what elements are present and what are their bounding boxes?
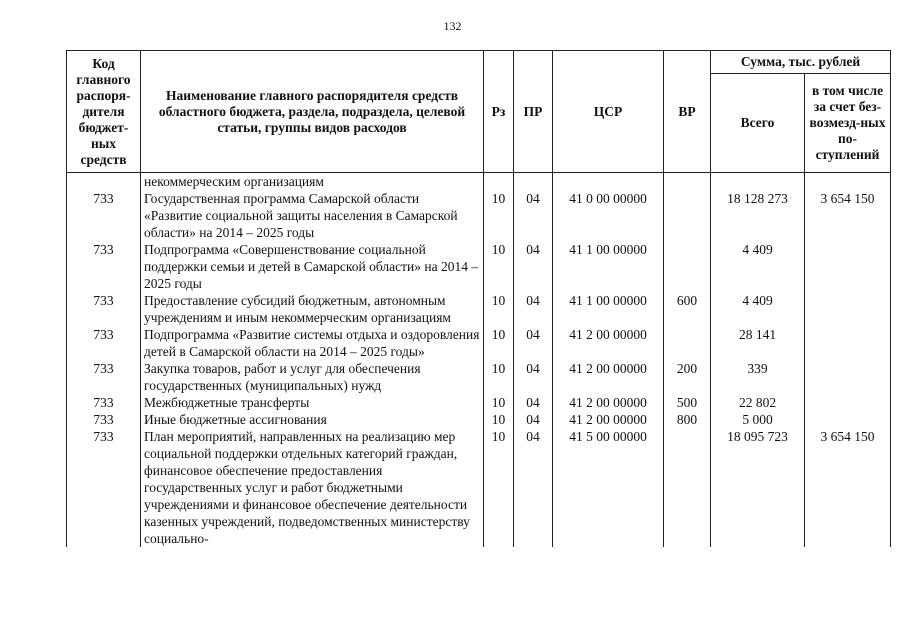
header-rz: Рз <box>484 51 514 173</box>
cell-total <box>711 173 805 191</box>
cell-vr <box>664 241 711 292</box>
cell-pr: 04 <box>514 190 553 241</box>
cell-code: 733 <box>67 394 141 411</box>
table-row <box>67 360 891 394</box>
cell-code: 733 <box>67 292 141 326</box>
cell-rz <box>484 173 514 191</box>
cell-csr: 41 5 00 00000 <box>553 428 664 547</box>
cell-vr: 500 <box>664 394 711 411</box>
table-row <box>67 428 891 547</box>
cell-pr: 04 <box>514 292 553 326</box>
table-row <box>67 326 891 360</box>
cell-name: Иные бюджетные ассигнования <box>141 411 484 428</box>
cell-pr: 04 <box>514 326 553 360</box>
cell-vr <box>664 190 711 241</box>
table-row <box>67 173 891 191</box>
cell-total: 18 095 723 <box>711 428 805 547</box>
cell-name: Подпрограмма «Совершенствование социальной поддержки семьи и детей в Самарской области» на 2014 – 2025 годы <box>141 241 484 292</box>
cell-grants <box>805 394 891 411</box>
cell-name: Закупка товаров, работ и услуг для обеспечения государственных (муниципальных) нужд <box>141 360 484 394</box>
table-row <box>67 292 891 326</box>
cell-grants: 3 654 150 <box>805 190 891 241</box>
table-row <box>67 241 891 292</box>
header-name: Наименование главного распорядителя средств областного бюджета, раздела, подраздела, целевой статьи, группы видов расходов <box>141 51 484 173</box>
cell-name: План мероприятий, направленных на реализацию мер социальной поддержки отдельных категорий граждан, финансовое обеспечение предоставления государственных услуг и работ бюджетными учреждениями и финансовое обеспечение деятельности казенных учреждений, подведомственных министерству социально- <box>141 428 484 547</box>
cell-total: 4 409 <box>711 292 805 326</box>
cell-csr: 41 1 00 00000 <box>553 241 664 292</box>
cell-total: 339 <box>711 360 805 394</box>
table-row <box>67 190 891 241</box>
cell-rz: 10 <box>484 241 514 292</box>
header-grants: в том числе за счет без-возмезд-ных по-ступлений <box>805 74 891 173</box>
header-pr: ПР <box>514 51 553 173</box>
cell-name: Межбюджетные трансферты <box>141 394 484 411</box>
header-total: Всего <box>711 74 805 173</box>
header-vr: ВР <box>664 51 711 173</box>
cell-grants: 3 654 150 <box>805 428 891 547</box>
cell-code <box>67 173 141 191</box>
table-body <box>67 173 891 548</box>
cell-pr: 04 <box>514 411 553 428</box>
cell-grants <box>805 292 891 326</box>
cell-grants <box>805 241 891 292</box>
cell-csr: 41 2 00 00000 <box>553 326 664 360</box>
cell-name: Государственная программа Самарской области «Развитие социальной защиты населения в Самарской области» на 2014 – 2025 годы <box>141 190 484 241</box>
cell-total: 4 409 <box>711 241 805 292</box>
cell-pr: 04 <box>514 241 553 292</box>
cell-code: 733 <box>67 428 141 547</box>
cell-pr <box>514 173 553 191</box>
cell-rz: 10 <box>484 394 514 411</box>
cell-rz: 10 <box>484 326 514 360</box>
cell-name: Предоставление субсидий бюджетным, автономным учреждениям и иным некоммерческим организациям <box>141 292 484 326</box>
cell-csr: 41 2 00 00000 <box>553 394 664 411</box>
cell-name: Подпрограмма «Развитие системы отдыха и оздоровления детей в Самарской области на 2014 – 2025 годы» <box>141 326 484 360</box>
cell-code: 733 <box>67 326 141 360</box>
header-csr: ЦСР <box>553 51 664 173</box>
cell-pr: 04 <box>514 360 553 394</box>
cell-grants <box>805 411 891 428</box>
cell-pr: 04 <box>514 394 553 411</box>
page-number: 132 <box>443 19 462 33</box>
cell-rz: 10 <box>484 190 514 241</box>
cell-rz: 10 <box>484 360 514 394</box>
cell-total: 28 141 <box>711 326 805 360</box>
cell-vr <box>664 173 711 191</box>
cell-code: 733 <box>67 360 141 394</box>
cell-total: 5 000 <box>711 411 805 428</box>
cell-name: некоммерческим организациям <box>141 173 484 191</box>
cell-rz: 10 <box>484 411 514 428</box>
table-header <box>67 51 891 173</box>
cell-vr: 600 <box>664 292 711 326</box>
cell-grants <box>805 326 891 360</box>
cell-code: 733 <box>67 411 141 428</box>
cell-total: 18 128 273 <box>711 190 805 241</box>
cell-grants <box>805 360 891 394</box>
cell-vr: 800 <box>664 411 711 428</box>
cell-rz: 10 <box>484 428 514 547</box>
cell-csr: 41 1 00 00000 <box>553 292 664 326</box>
cell-code: 733 <box>67 190 141 241</box>
table-row <box>67 411 891 428</box>
budget-table <box>66 50 891 547</box>
cell-vr: 200 <box>664 360 711 394</box>
cell-csr: 41 2 00 00000 <box>553 360 664 394</box>
cell-grants <box>805 173 891 191</box>
table-row <box>67 394 891 411</box>
cell-total: 22 802 <box>711 394 805 411</box>
cell-vr <box>664 326 711 360</box>
cell-csr: 41 0 00 00000 <box>553 190 664 241</box>
header-sum: Сумма, тыс. рублей <box>711 51 891 74</box>
cell-vr <box>664 428 711 547</box>
cell-code: 733 <box>67 241 141 292</box>
cell-csr: 41 2 00 00000 <box>553 411 664 428</box>
header-code: Код главного распоря-дителя бюджет-ных средств <box>67 51 141 173</box>
cell-csr <box>553 173 664 191</box>
cell-pr: 04 <box>514 428 553 547</box>
cell-rz: 10 <box>484 292 514 326</box>
